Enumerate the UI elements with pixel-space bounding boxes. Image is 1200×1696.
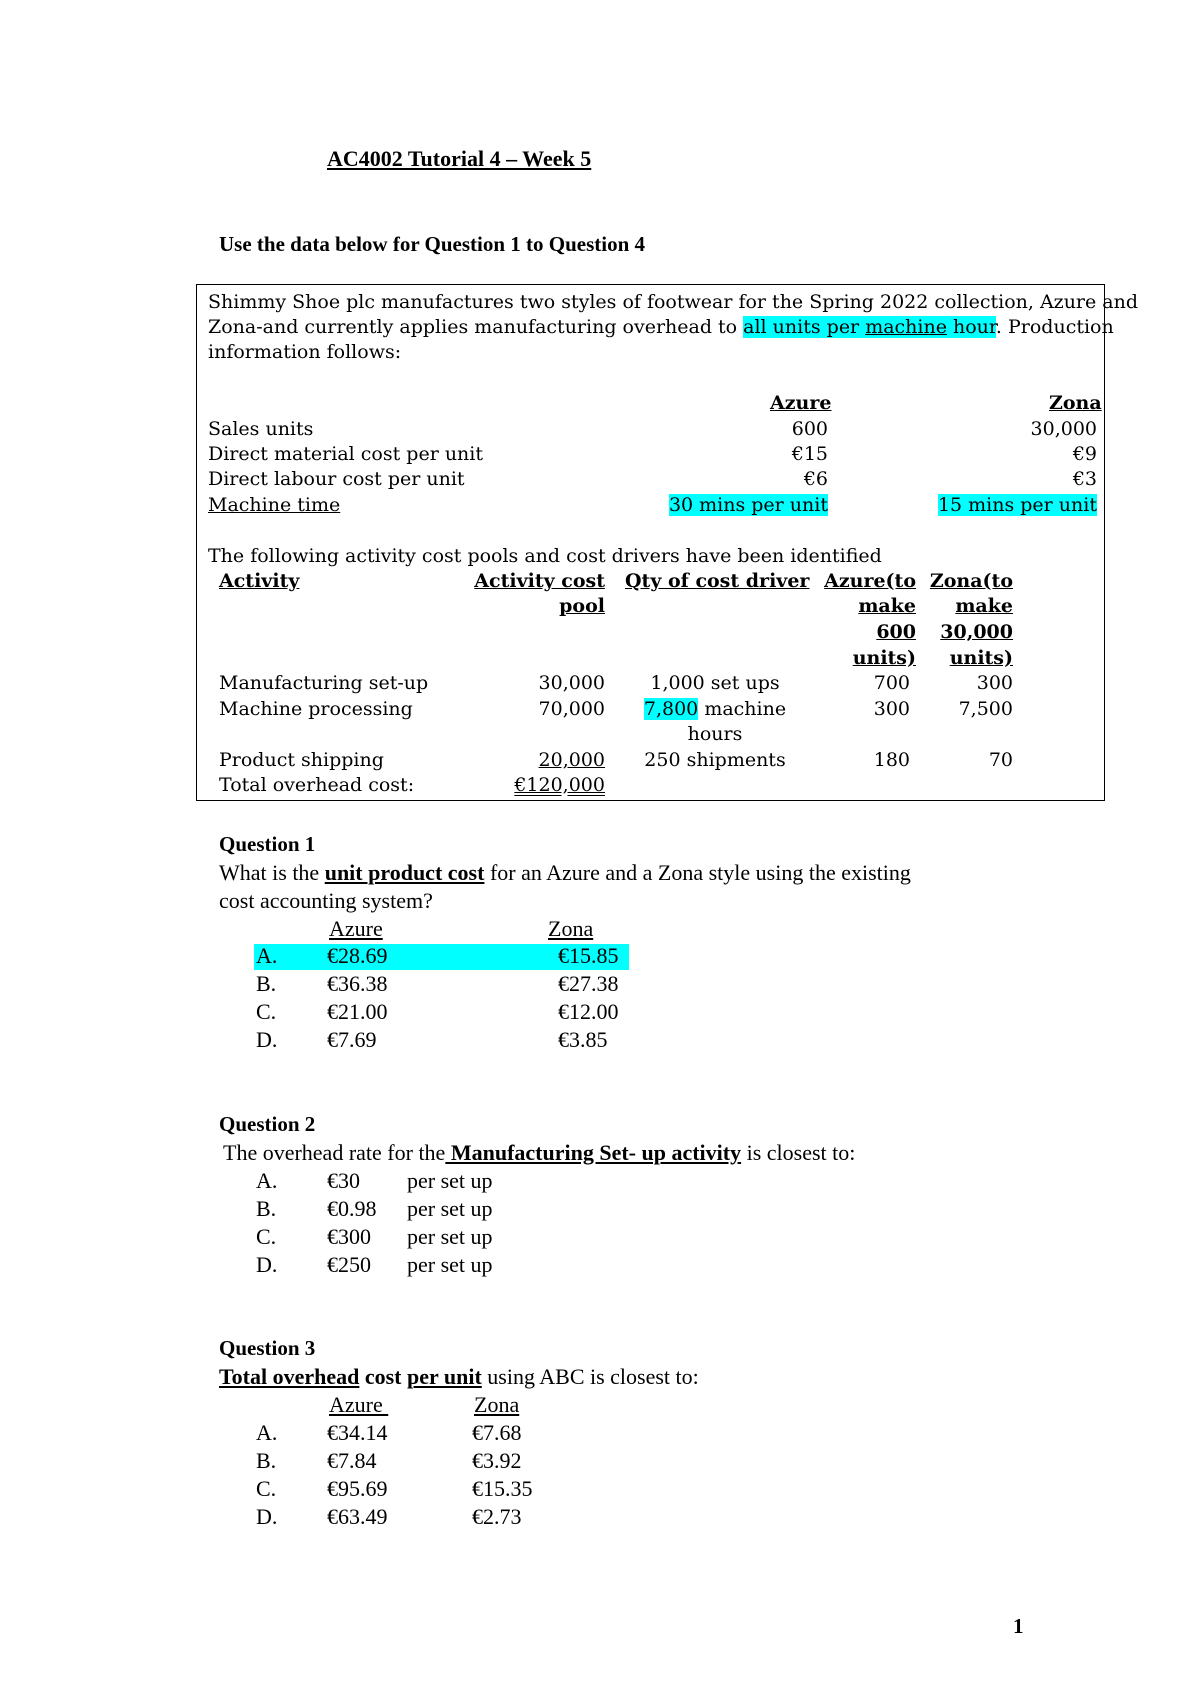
q2-option-unit: per set up [407,1196,493,1221]
scenario-line-1: Shimmy Shoe plc manufactures two styles of footwear for the Spring 2022 collection, Azure and [208,291,1139,313]
q1-text-line-2: cost accounting system? [219,888,433,913]
q1-option-letter: D. [256,1027,278,1052]
activity-pool-setup: 30,000 [538,672,605,694]
activity-header-zona-4: units) [949,647,1013,669]
activity-zona-setup: 300 [976,672,1013,694]
activity-name-shipping: Product shipping [219,749,384,771]
activity-qty-machine [625,698,805,720]
q1-option-azure: €36.38 [327,971,388,996]
q3-option-azure: €63.49 [327,1504,388,1529]
row-zona-machine-time [900,494,1097,516]
q3-option-azure: €95.69 [327,1476,388,1501]
q2-option-value: €30 [327,1168,360,1193]
highlight-zona-machine-time: 15 mins per unit [937,494,1097,516]
activity-header-azure-4: units) [852,647,916,669]
activity-pool-shipping: 20,000 [538,749,605,771]
activity-zona-machine: 7,500 [958,698,1013,720]
activity-qty-shipping: 250 shipments [644,749,786,771]
q1-option-azure: €7.69 [327,1027,377,1052]
activity-name-machine: Machine processing [219,698,413,720]
q2-option-value: €250 [327,1252,371,1277]
total-overhead-label: Total overhead cost: [219,774,415,796]
activity-header-azure-3: 600 [876,621,916,643]
q2-option-letter: B. [256,1196,277,1221]
row-azure-direct-material: €15 [791,443,828,465]
row-zona-direct-material: €9 [1072,443,1097,465]
q1-text-line-1 [219,860,911,886]
q3-option-azure: €34.14 [327,1420,388,1445]
scenario-line-2-end: . Production [995,316,1114,338]
highlight-machine: machine [865,316,947,338]
activity-azure-machine: 300 [873,698,910,720]
activity-azure-shipping: 180 [873,749,910,771]
q3-col-zona: Zona [474,1392,520,1417]
highlight-all-units-per: all units per [743,316,866,338]
activity-header-pool-1: Activity cost [474,570,605,592]
scenario-line-2-start: Zona-and currently applies manufacturing overhead to [208,316,744,338]
row-label-sales-units: Sales units [208,418,314,440]
page-number: 1 [1013,1614,1024,1638]
col-header-zona: Zona [1049,392,1102,414]
q1-text-emphasis: unit product cost [324,860,485,885]
activity-qty-machine-text: machine [698,698,787,720]
q2-text-end: is closest to: [741,1140,856,1165]
row-label-direct-material: Direct material cost per unit [208,443,483,465]
row-azure-sales-units: 600 [791,418,828,440]
activity-qty-machine-hours: hours [687,723,743,745]
q3-option-letter: D. [256,1504,278,1529]
activity-header-zona-2: make [955,595,1013,617]
document-title: AC4002 Tutorial 4 – Week 5 [327,146,592,171]
highlight-hour: hour [946,316,996,338]
q1-option-zona: €3.85 [558,1027,608,1052]
activity-header-pool-2: pool [559,595,605,617]
q2-text [223,1140,855,1166]
q2-text-emphasis: Manufacturing Set- up activity [445,1140,742,1165]
total-overhead-value: €120,000 [514,774,605,796]
q2-option-value: €300 [327,1224,371,1249]
q2-option-unit: per set up [407,1224,493,1249]
q3-text-end: using ABC is closest to: [481,1364,699,1389]
activity-header-qty: Qty of cost driver [625,570,810,592]
q3-text-middle: cost [359,1364,408,1389]
q2-option-unit: per set up [407,1252,493,1277]
activity-header-zona-3: 30,000 [940,621,1013,643]
row-zona-direct-labour: €3 [1072,468,1097,490]
row-zona-sales-units: 30,000 [1030,418,1097,440]
q3-option-letter: B. [256,1448,277,1473]
q3-option-zona: €7.68 [472,1420,522,1445]
q1-text-end: for an Azure and a Zona style using the existing [484,860,911,885]
q3-option-zona: €15.35 [472,1476,533,1501]
q2-option-value: €0.98 [327,1196,377,1221]
q1-option-letter: B. [256,971,277,996]
highlight-azure-machine-time: 30 mins per unit [668,494,828,516]
q2-option-letter: C. [256,1224,277,1249]
q1-col-azure: Azure [329,916,383,941]
q2-heading: Question 2 [219,1112,316,1136]
activity-header-zona-1: Zona(to [929,570,1013,592]
q3-text [219,1364,699,1390]
row-label-machine-time: Machine time [208,494,341,516]
q1-option-zona: €27.38 [558,971,619,996]
scenario-line-3: information follows: [208,341,402,363]
q1-heading: Question 1 [219,832,316,856]
q3-option-letter: C. [256,1476,277,1501]
q1-col-zona: Zona [548,916,594,941]
q1-option-azure: €28.69 [327,943,388,968]
q3-text-emphasis-1: Total overhead [219,1364,360,1389]
instruction-heading: Use the data below for Question 1 to Question 4 [219,232,646,256]
q2-text-start: The overhead rate for the [223,1140,446,1165]
activity-header-activity: Activity [219,570,300,592]
row-label-direct-labour: Direct labour cost per unit [208,468,465,490]
activity-pool-machine: 70,000 [538,698,605,720]
activity-zona-shipping: 70 [988,749,1013,771]
q3-option-letter: A. [256,1420,278,1445]
q2-option-unit: per set up [407,1168,493,1193]
activity-name-setup: Manufacturing set-up [219,672,429,694]
q3-text-emphasis-2: per unit [407,1364,482,1389]
q3-heading: Question 3 [219,1336,316,1360]
row-azure-direct-labour: €6 [803,468,828,490]
q3-option-azure: €7.84 [327,1448,377,1473]
q3-option-zona: €2.73 [472,1504,522,1529]
q1-option-letter: A. [256,943,278,968]
q2-option-letter: A. [256,1168,278,1193]
scenario-line-2 [208,316,1114,338]
q2-option-letter: D. [256,1252,278,1277]
q1-option-zona: €15.85 [558,943,619,968]
activity-intro: The following activity cost pools and cost drivers have been identified [208,545,882,567]
activity-header-azure-1: Azure(to [824,570,916,592]
q1-option-azure: €21.00 [327,999,388,1024]
row-azure-machine-time [660,494,828,516]
q3-col-azure: Azure [329,1392,389,1417]
activity-azure-setup: 700 [873,672,910,694]
activity-header-azure-2: make [858,595,916,617]
col-header-azure: Azure [770,392,832,414]
activity-qty-setup: 1,000 set ups [650,672,780,694]
q1-option-letter: C. [256,999,277,1024]
highlight-7800: 7,800 [643,698,699,720]
q1-text-start: What is the [219,860,325,885]
q1-option-zona: €12.00 [558,999,619,1024]
q3-option-zona: €3.92 [472,1448,522,1473]
